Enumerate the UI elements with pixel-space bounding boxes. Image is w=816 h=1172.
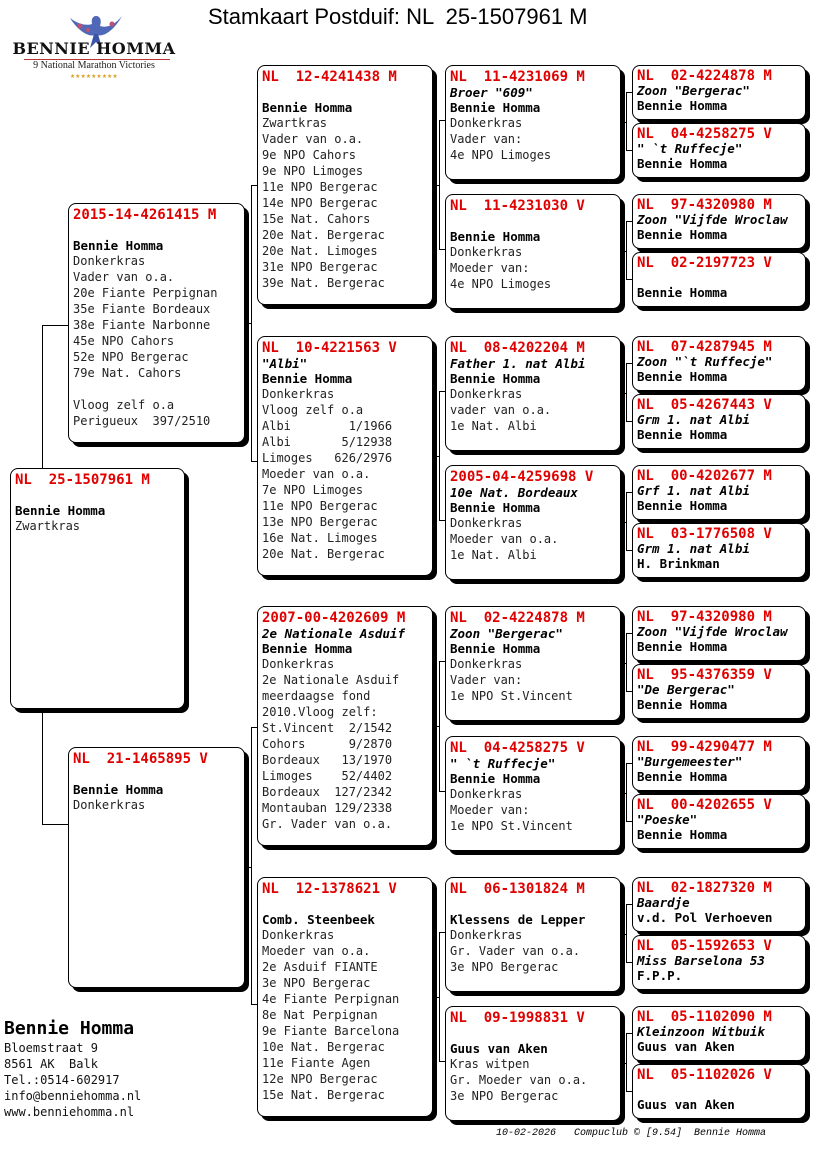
- pigeon-nickname: "Albi": [262, 356, 308, 371]
- detail-line: 1e NPO St.Vincent: [450, 689, 573, 703]
- owner-name: Bennie Homma: [262, 371, 353, 386]
- pigeon-nickname: Baardje: [637, 895, 690, 910]
- detail-line: Gr. Vader van o.a.: [450, 944, 581, 958]
- connector-line: [42, 709, 43, 824]
- detail-line: 9e Fiante Barcelona: [262, 1024, 400, 1038]
- contact-name: Bennie Homma: [4, 1018, 135, 1039]
- pigeon-card-gen4[interactable]: [632, 523, 806, 578]
- detail-line: Donkerkras: [450, 245, 523, 259]
- pigeon-card-gen3[interactable]: [445, 606, 621, 721]
- connector-line: [626, 904, 627, 963]
- detail-line: Vader van o.a.: [262, 132, 364, 146]
- pigeon-card-gen4[interactable]: [632, 664, 806, 719]
- detail-line: Moeder van:: [450, 261, 530, 275]
- owner-name: Bennie Homma: [637, 285, 728, 300]
- connector-line: [439, 391, 440, 521]
- detail-line: 79e Nat. Cahors: [73, 366, 182, 380]
- connector-line: [626, 633, 627, 692]
- pigeon-nickname: " `t Ruffecje": [450, 756, 556, 771]
- pigeon-card-gen4[interactable]: [632, 336, 806, 391]
- connector-line: [439, 661, 440, 792]
- pigeon-nickname: Zoon "Bergerac": [450, 626, 563, 641]
- pigeon-nickname: Grm 1. nat Albi: [637, 541, 750, 556]
- connector-line: [626, 221, 627, 280]
- detail-line: Donkerkras: [73, 254, 146, 268]
- pigeon-nickname: Zoon "Vijfde Wroclaw: [637, 212, 788, 227]
- connector-line: [42, 325, 43, 468]
- detail-line: Bordeaux 127/2342: [262, 785, 393, 799]
- owner-name: Bennie Homma: [450, 100, 541, 115]
- owner-name: Guus van Aken: [637, 1097, 735, 1112]
- pigeon-nickname: Kleinzoon Witbuik: [637, 1024, 765, 1039]
- ring-number: NL 05-1102026 V: [637, 1067, 772, 1083]
- detail-line: [73, 381, 240, 397]
- pigeon-card-gen3[interactable]: [445, 65, 621, 180]
- detail-line: 14e NPO Bergerac: [262, 196, 378, 210]
- detail-line: 31e NPO Bergerac: [262, 260, 378, 274]
- blank-line: [262, 85, 428, 100]
- logo-brand: BENNIE HOMMA: [12, 39, 176, 58]
- pigeon-nickname: 10e Nat. Bordeaux: [450, 485, 578, 500]
- detail-line: Zwartkras: [262, 116, 328, 130]
- detail-line: 10e Nat. Bergerac: [262, 1040, 385, 1054]
- connector-line: [626, 691, 633, 692]
- pigeon-card-gen4[interactable]: [632, 1006, 806, 1061]
- connector-line: [439, 520, 446, 521]
- pigeon-nickname: Zoon "Bergerac": [637, 83, 750, 98]
- pigeon-card-gen3[interactable]: [445, 736, 621, 851]
- owner-name: Bennie Homma: [637, 497, 728, 513]
- detail-line: Cohors 9/2870: [262, 737, 393, 751]
- pigeon-card-gen3[interactable]: [445, 1006, 621, 1121]
- pigeon-nickname: Grm 1. nat Albi: [637, 412, 750, 427]
- pigeon-card-gen2[interactable]: [257, 877, 433, 1117]
- detail-line: Gr. Vader van o.a.: [262, 817, 393, 831]
- blank-line: [15, 488, 180, 503]
- detail-line: Moeder van o.a.: [450, 532, 559, 546]
- pigeon-card-gen4[interactable]: [632, 194, 806, 249]
- detail-line: Moeder van o.a.: [262, 467, 371, 481]
- ring-number: NL 07-4287945 M: [637, 339, 772, 355]
- blank-line: [262, 897, 428, 912]
- contact-phone: Tel.:0514-602917: [4, 1073, 120, 1087]
- detail-line: Vader van o.a.: [73, 270, 175, 284]
- connector-line: [251, 1004, 258, 1005]
- owner-name: Bennie Homma: [450, 500, 541, 515]
- detail-line: Zwartkras: [15, 519, 81, 533]
- connector-line: [439, 391, 446, 392]
- ring-number: 2015-14-4261415 M: [73, 207, 217, 223]
- owner-name: Bennie Homma: [637, 97, 728, 113]
- pigeon-nickname: 2e Nationale Asduif: [262, 626, 405, 641]
- owner-name: Bennie Homma: [637, 768, 728, 784]
- connector-line: [251, 727, 258, 728]
- detail-line: 4e NPO Limoges: [450, 277, 552, 291]
- ring-number: NL 97-4320980 M: [637, 197, 772, 213]
- ring-number: NL 11-4231069 M: [450, 69, 585, 85]
- ring-number: NL 05-1102090 M: [637, 1009, 772, 1025]
- contact-email[interactable]: info@benniehomma.nl: [4, 1089, 142, 1103]
- pigeon-nickname: Zoon "Vijfde Wroclaw: [637, 624, 788, 639]
- owner-name: Bennie Homma: [15, 503, 106, 518]
- ring-number: NL 95-4376359 V: [637, 667, 772, 683]
- detail-line: 11e NPO Bergerac: [262, 180, 378, 194]
- detail-line: 11e NPO Bergerac: [262, 499, 378, 513]
- pigeon-card-dam[interactable]: [68, 747, 245, 988]
- pigeon-card-gen4[interactable]: [632, 65, 806, 120]
- detail-line: 2e Asduif FIANTE: [262, 960, 378, 974]
- owner-name: Bennie Homma: [73, 238, 164, 253]
- pigeon-card-subject[interactable]: [10, 468, 185, 709]
- pigeon-card-gen4[interactable]: [632, 252, 806, 307]
- blank-line: [450, 214, 616, 229]
- contact-block: [4, 1018, 141, 1120]
- ring-number: 2005-04-4259698 V: [450, 469, 594, 485]
- connector-line: [42, 824, 69, 825]
- detail-line: 15e Nat. Bergerac: [262, 1088, 385, 1102]
- detail-line: Donkerkras: [262, 387, 335, 401]
- pigeon-nickname: Father 1. nat Albi: [450, 356, 586, 371]
- connector-line: [42, 325, 69, 326]
- detail-line: 20e Nat. Bergerac: [262, 547, 385, 561]
- detail-line: Montauban 129/2338: [262, 801, 393, 815]
- detail-line: Limoges 52/4402: [262, 769, 393, 783]
- owner-name: Bennie Homma: [637, 696, 728, 712]
- ring-number: NL 10-4221563 V: [262, 340, 397, 356]
- ring-number: NL 06-1301824 M: [450, 881, 585, 897]
- detail-line: Donkerkras: [450, 657, 523, 671]
- ring-number: NL 08-4202204 M: [450, 340, 585, 356]
- owner-name: Bennie Homma: [450, 371, 541, 386]
- pigeon-card-gen4[interactable]: [632, 123, 806, 178]
- detail-line: 9e NPO Limoges: [262, 164, 364, 178]
- detail-line: 7e NPO Limoges: [262, 483, 364, 497]
- logo-tagline: 9 National Marathon Victories: [33, 60, 155, 71]
- blank-line: [450, 897, 616, 912]
- detail-line: 3e NPO Bergerac: [262, 976, 371, 990]
- detail-line: 1e NPO St.Vincent: [450, 819, 573, 833]
- blank-line: [450, 1026, 616, 1041]
- connector-line: [626, 363, 627, 422]
- detail-line: Albi 5/12938: [262, 435, 393, 449]
- ring-number: NL 03-1776508 V: [637, 526, 772, 542]
- ring-number: NL 99-4290477 M: [637, 739, 772, 755]
- detail-line: Donkerkras: [450, 516, 523, 530]
- owner-name: Bennie Homma: [73, 782, 164, 797]
- pigeon-nickname: "Poeske": [637, 812, 698, 827]
- detail-line: 9e NPO Cahors: [262, 148, 356, 162]
- pigeon-card-gen4[interactable]: [632, 1064, 806, 1119]
- detail-line: 38e Fiante Narbonne: [73, 318, 211, 332]
- owner-name: Comb. Steenbeek: [262, 912, 375, 927]
- pigeon-card-gen2[interactable]: [257, 65, 433, 305]
- connector-line: [251, 185, 258, 186]
- detail-line: 2e Nationale Asduif: [262, 673, 400, 687]
- detail-line: 20e Nat. Limoges: [262, 244, 378, 258]
- connector-line: [626, 221, 633, 222]
- detail-line: Donkerkras: [73, 798, 146, 812]
- connector-line: [439, 791, 446, 792]
- owner-name: Bennie Homma: [637, 826, 728, 842]
- pigeon-card-sire[interactable]: [68, 203, 245, 443]
- ring-number: NL 02-4224878 M: [450, 610, 585, 626]
- ring-number: NL 04-4258275 V: [450, 740, 585, 756]
- pigeon-card-gen4[interactable]: [632, 394, 806, 449]
- connector-line: [439, 932, 446, 933]
- detail-line: 3e NPO Bergerac: [450, 960, 559, 974]
- ring-number: NL 04-4258275 V: [637, 126, 772, 142]
- owner-name: H. Brinkman: [637, 555, 720, 571]
- detail-line: Donkerkras: [450, 928, 523, 942]
- pigeon-nickname: Miss Barselona 53: [637, 953, 765, 968]
- owner-name: F.P.P.: [637, 967, 683, 983]
- detail-line: Albi 1/1966: [262, 419, 393, 433]
- ring-number: NL 25-1507961 M: [15, 472, 150, 488]
- owner-name: Bennie Homma: [637, 155, 728, 171]
- owner-name: v.d. Pol Verhoeven: [637, 909, 773, 925]
- blank-line: [73, 767, 240, 782]
- pigeon-nickname: Broer "609": [450, 85, 533, 100]
- pigeon-card-gen2[interactable]: [257, 606, 433, 846]
- connector-line: [439, 1061, 446, 1062]
- connector-line: [439, 120, 446, 121]
- detail-line: Donkerkras: [450, 387, 523, 401]
- connector-line: [439, 120, 440, 250]
- pigeon-card-gen3[interactable]: [445, 336, 621, 451]
- detail-line: Perigueux 397/2510: [73, 414, 211, 428]
- owner-name: Bennie Homma: [450, 771, 541, 786]
- ring-number: NL 00-4202677 M: [637, 468, 772, 484]
- connector-line: [626, 1033, 633, 1034]
- ring-number: NL 02-4224878 M: [637, 68, 772, 84]
- owner-name: Bennie Homma: [637, 426, 728, 442]
- blank-line: [637, 1083, 801, 1098]
- owner-name: Bennie Homma: [262, 100, 353, 115]
- pigeon-nickname: "Burgemeester": [637, 754, 743, 769]
- pigeon-card-gen4[interactable]: [632, 935, 806, 990]
- detail-line: Kras witpen: [450, 1057, 530, 1071]
- detail-line: 12e NPO Bergerac: [262, 1072, 378, 1086]
- pigeon-card-gen3[interactable]: [445, 877, 621, 992]
- connector-line: [626, 363, 633, 364]
- connector-line: [626, 279, 633, 280]
- connector-line: [626, 492, 627, 551]
- detail-line: 15e Nat. Cahors: [262, 212, 371, 226]
- ring-number: NL 12-4241438 M: [262, 69, 397, 85]
- detail-line: 1e Nat. Albi: [450, 548, 537, 562]
- contact-address: Bloemstraat 9: [4, 1041, 98, 1055]
- connector-line: [626, 904, 633, 905]
- ring-number: NL 05-4267443 V: [637, 397, 772, 413]
- contact-postcode: 8561 AK Balk: [4, 1057, 98, 1071]
- connector-line: [626, 550, 633, 551]
- connector-line: [626, 633, 633, 634]
- detail-line: 1e Nat. Albi: [450, 419, 537, 433]
- owner-name: Bennie Homma: [637, 226, 728, 242]
- connector-line: [439, 932, 440, 1062]
- detail-line: 45e NPO Cahors: [73, 334, 175, 348]
- detail-line: Gr. Moeder van o.a.: [450, 1073, 588, 1087]
- detail-line: 35e Fiante Bordeaux: [73, 302, 211, 316]
- detail-line: 3e NPO Bergerac: [450, 1089, 559, 1103]
- connector-line: [626, 421, 633, 422]
- detail-line: 4e Fiante Perpignan: [262, 992, 400, 1006]
- pigeon-card-gen4[interactable]: [632, 465, 806, 520]
- ring-number: 2007-00-4202609 M: [262, 610, 406, 626]
- page-title: Stamkaart Postduif: NL 25-1507961 M: [208, 4, 588, 29]
- pigeon-nickname: Grf 1. nat Albi: [637, 483, 750, 498]
- detail-line: 16e Nat. Limoges: [262, 531, 378, 545]
- ring-number: NL 00-4202655 V: [637, 797, 772, 813]
- connector-line: [626, 962, 633, 963]
- owner-name: Bennie Homma: [637, 368, 728, 384]
- connector-line: [626, 763, 633, 764]
- blank-line: [637, 271, 801, 286]
- contact-website[interactable]: www.benniehomma.nl: [4, 1105, 135, 1119]
- detail-line: Vloog zelf o.a: [73, 398, 175, 412]
- detail-line: 4e NPO Limoges: [450, 148, 552, 162]
- detail-line: 20e Fiante Perpignan: [73, 286, 218, 300]
- owner-name: Guus van Aken: [450, 1041, 548, 1056]
- connector-line: [626, 1091, 633, 1092]
- ring-number: NL 12-1378621 V: [262, 881, 397, 897]
- detail-line: Donkerkras: [262, 657, 335, 671]
- detail-line: Donkerkras: [450, 116, 523, 130]
- pigeon-card-gen4[interactable]: [632, 794, 806, 849]
- connector-line: [626, 150, 633, 151]
- detail-line: 13e NPO Bergerac: [262, 515, 378, 529]
- logo: [8, 12, 180, 82]
- connector-line: [626, 821, 633, 822]
- detail-line: Vader van:: [450, 673, 523, 687]
- detail-line: 20e Nat. Bergerac: [262, 228, 385, 242]
- connector-line: [626, 1033, 627, 1092]
- detail-line: Vader van:: [450, 132, 523, 146]
- pigeon-card-gen2[interactable]: [257, 336, 433, 576]
- detail-line: Moeder van o.a.: [262, 944, 371, 958]
- detail-line: Vloog zelf o.a: [262, 403, 364, 417]
- pigeon-nickname: " `t Ruffecje": [637, 141, 743, 156]
- connector-line: [439, 249, 446, 250]
- ring-number: NL 05-1592653 V: [637, 938, 772, 954]
- connector-line: [251, 185, 252, 462]
- ring-number: NL 09-1998831 V: [450, 1010, 585, 1026]
- ring-number: NL 11-4231030 V: [450, 198, 585, 214]
- owner-name: Klessens de Lepper: [450, 912, 586, 927]
- detail-line: Donkerkras: [262, 928, 335, 942]
- detail-line: 8e Nat Perpignan: [262, 1008, 378, 1022]
- connector-line: [626, 92, 627, 151]
- owner-name: Guus van Aken: [637, 1038, 735, 1054]
- pigeon-card-gen4[interactable]: [632, 606, 806, 661]
- owner-name: Bennie Homma: [637, 638, 728, 654]
- detail-line: vader van o.a.: [450, 403, 552, 417]
- owner-name: Bennie Homma: [262, 641, 353, 656]
- pigeon-nickname: "De Bergerac": [637, 682, 735, 697]
- blank-line: [73, 223, 240, 238]
- ring-number: NL 21-1465895 V: [73, 751, 208, 767]
- owner-name: Bennie Homma: [450, 641, 541, 656]
- footer-credit: 10-02-2026 Compuclub © [9.54] Bennie Homma: [496, 1128, 767, 1139]
- owner-name: Bennie Homma: [450, 229, 541, 244]
- pigeon-card-gen4[interactable]: [632, 736, 806, 791]
- pigeon-nickname: Zoon "`t Ruffecje": [637, 354, 773, 369]
- detail-line: St.Vincent 2/1542: [262, 721, 393, 735]
- pigeon-card-gen4[interactable]: [632, 877, 806, 932]
- ring-number: NL 02-2197723 V: [637, 255, 772, 271]
- logo-stars: ★★★★★★★★★: [70, 71, 118, 80]
- connector-line: [626, 763, 627, 822]
- detail-line: Donkerkras: [450, 787, 523, 801]
- connector-line: [626, 92, 633, 93]
- connector-line: [626, 492, 633, 493]
- connector-line: [439, 661, 446, 662]
- detail-line: 11e Fiante Agen: [262, 1056, 371, 1070]
- detail-line: Moeder van:: [450, 803, 530, 817]
- ring-number: NL 97-4320980 M: [637, 609, 772, 625]
- detail-line: Limoges 626/2976: [262, 451, 393, 465]
- detail-line: meerdaagse fond: [262, 689, 371, 703]
- detail-line: 2010.Vloog zelf:: [262, 705, 378, 719]
- ring-number: NL 02-1827320 M: [637, 880, 772, 896]
- connector-line: [251, 461, 258, 462]
- pigeon-card-gen3[interactable]: [445, 194, 621, 309]
- connector-line: [251, 727, 252, 1005]
- detail-line: 39e Nat. Bergerac: [262, 276, 385, 290]
- detail-line: 52e NPO Bergerac: [73, 350, 189, 364]
- pigeon-card-gen3[interactable]: [445, 465, 621, 580]
- detail-line: Bordeaux 13/1970: [262, 753, 393, 767]
